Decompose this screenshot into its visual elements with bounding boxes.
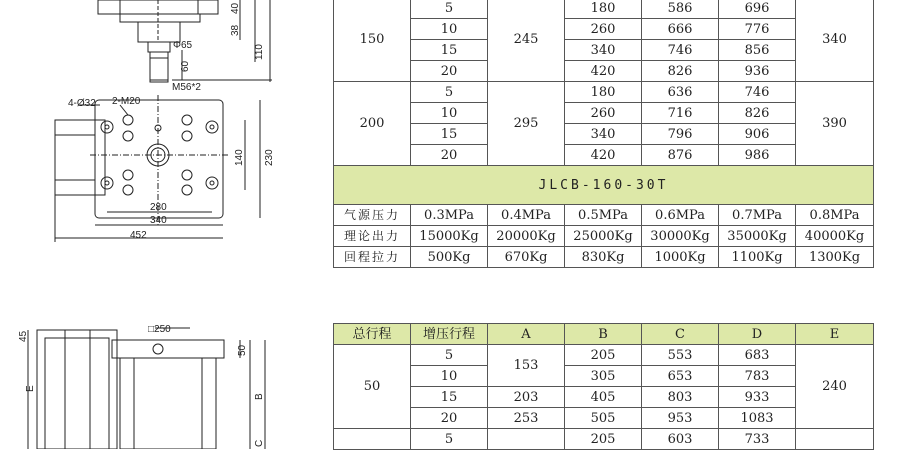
b-cell: 180 (565, 82, 642, 103)
table-row (334, 82, 874, 103)
force-value: 40000Kg (796, 226, 874, 247)
pressure-value: 0.8MPa (796, 205, 874, 226)
e-cell: 340 (796, 0, 874, 82)
c-cell: 586 (642, 0, 719, 19)
dim-38-label: 38 (230, 24, 241, 36)
boost-stroke-cell: 20 (411, 145, 488, 166)
b-cell: 205 (565, 345, 642, 366)
d-cell: 746 (719, 82, 796, 103)
force-label: 理论出力 (334, 226, 411, 247)
table-row (334, 366, 874, 387)
b-cell: 340 (565, 40, 642, 61)
c-cell: 826 (642, 61, 719, 82)
c-cell: 653 (642, 366, 719, 387)
c-cell: 603 (642, 429, 719, 450)
dim-60-label: 60 (180, 60, 191, 72)
total-stroke-cell: 200 (334, 82, 411, 166)
boost-stroke-cell: 5 (411, 429, 488, 450)
return-value: 830Kg (565, 247, 642, 268)
boost-stroke-cell: 5 (411, 82, 488, 103)
boost-stroke-cell: 10 (411, 19, 488, 40)
a-cell (488, 429, 565, 450)
model-banner: JLCB-160-30T (334, 166, 874, 205)
top-cylinder-drawing (0, 0, 300, 250)
c-cell: 796 (642, 124, 719, 145)
dim-230-label: 230 (264, 149, 275, 166)
return-row (334, 247, 874, 268)
b-cell: 505 (565, 408, 642, 429)
b-cell: 260 (565, 19, 642, 40)
boost-stroke-cell: 20 (411, 61, 488, 82)
d-cell: 776 (719, 19, 796, 40)
return-value: 500Kg (411, 247, 488, 268)
d-cell: 733 (719, 429, 796, 450)
b-cell: 260 (565, 103, 642, 124)
model-banner-row (334, 166, 874, 205)
table-row (334, 408, 874, 429)
table-row (334, 103, 874, 124)
boost-stroke-cell: 15 (411, 124, 488, 145)
header-row (334, 324, 874, 345)
holes-2-label: 2-M20 (112, 96, 141, 107)
a-cell: 253 (488, 408, 565, 429)
header-a: A (488, 324, 565, 345)
return-value: 670Kg (488, 247, 565, 268)
table-row (334, 40, 874, 61)
force-value: 35000Kg (719, 226, 796, 247)
b-cell: 405 (565, 387, 642, 408)
d-cell: 856 (719, 40, 796, 61)
table-row (334, 345, 874, 366)
b-cell: 180 (565, 0, 642, 19)
boost-stroke-cell: 10 (411, 103, 488, 124)
a-cell: 203 (488, 387, 565, 408)
d-cell: 826 (719, 103, 796, 124)
dim-140-label: 140 (234, 149, 245, 166)
table-row (334, 145, 874, 166)
boost-stroke-cell: 15 (411, 40, 488, 61)
spec-table-bottom (333, 323, 874, 450)
return-value: 1300Kg (796, 247, 874, 268)
c-cell: 746 (642, 40, 719, 61)
header-b: B (565, 324, 642, 345)
force-value: 20000Kg (488, 226, 565, 247)
boost-stroke-cell: 5 (411, 0, 488, 19)
a-cell: 295 (488, 82, 565, 166)
bottom-cylinder-drawing (0, 320, 300, 449)
dim-452-label: 452 (130, 230, 147, 241)
table-row (334, 19, 874, 40)
b-cell: 205 (565, 429, 642, 450)
c-cell: 553 (642, 345, 719, 366)
c-cell: 636 (642, 82, 719, 103)
total-stroke-cell: 50 (334, 345, 411, 429)
a-cell: 245 (488, 0, 565, 82)
boost-stroke-cell: 20 (411, 408, 488, 429)
force-value: 30000Kg (642, 226, 719, 247)
phi65-label: Φ65 (173, 40, 193, 51)
header-boost-stroke: 增压行程 (411, 324, 488, 345)
c-cell: 716 (642, 103, 719, 124)
e-cell: 390 (796, 82, 874, 166)
e-cell: 240 (796, 345, 874, 429)
pressure-value: 0.5MPa (565, 205, 642, 226)
d-cell: 933 (719, 387, 796, 408)
d-cell: 696 (719, 0, 796, 19)
table-row (334, 387, 874, 408)
header-total-stroke: 总行程 (334, 324, 411, 345)
pressure-row (334, 205, 874, 226)
force-value: 25000Kg (565, 226, 642, 247)
b-cell: 420 (565, 61, 642, 82)
spec-table-top (333, 0, 874, 268)
d-cell: 1083 (719, 408, 796, 429)
dim-b-label: B (254, 393, 265, 400)
dim-110-label: 110 (254, 44, 265, 60)
force-value: 15000Kg (411, 226, 488, 247)
dim-e-label: E (25, 385, 36, 392)
c-cell: 803 (642, 387, 719, 408)
dim-45-label: 45 (18, 330, 29, 342)
e-cell (796, 429, 874, 450)
dim-c-label: C (254, 439, 265, 447)
pressure-value: 0.3MPa (411, 205, 488, 226)
dim-40-label: 40 (230, 2, 241, 14)
dim-50-label: 50 (237, 344, 248, 356)
force-row (334, 226, 874, 247)
return-label: 回程拉力 (334, 247, 411, 268)
pressure-label: 气源压力 (334, 205, 411, 226)
b-cell: 340 (565, 124, 642, 145)
header-d: D (719, 324, 796, 345)
d-cell: 986 (719, 145, 796, 166)
pressure-value: 0.6MPa (642, 205, 719, 226)
c-cell: 953 (642, 408, 719, 429)
return-value: 1100Kg (719, 247, 796, 268)
b-cell: 305 (565, 366, 642, 387)
c-cell: 876 (642, 145, 719, 166)
sq250-label: □250 (148, 324, 171, 335)
d-cell: 783 (719, 366, 796, 387)
dim-340-label: 340 (150, 215, 167, 226)
boost-stroke-cell: 15 (411, 387, 488, 408)
d-cell: 906 (719, 124, 796, 145)
d-cell: 683 (719, 345, 796, 366)
c-cell: 666 (642, 19, 719, 40)
boost-stroke-cell: 5 (411, 345, 488, 366)
d-cell: 936 (719, 61, 796, 82)
a-cell: 153 (488, 345, 565, 387)
m56-label: M56*2 (172, 82, 201, 93)
return-value: 1000Kg (642, 247, 719, 268)
header-e: E (796, 324, 874, 345)
pressure-value: 0.7MPa (719, 205, 796, 226)
dim-280-label: 280 (150, 202, 167, 213)
table-row (334, 124, 874, 145)
table-row (334, 61, 874, 82)
pressure-value: 0.4MPa (488, 205, 565, 226)
table-row (334, 0, 874, 19)
total-stroke-cell: 150 (334, 0, 411, 82)
table-row (334, 429, 874, 450)
total-stroke-cell (334, 429, 411, 450)
b-cell: 420 (565, 145, 642, 166)
header-c: C (642, 324, 719, 345)
holes-4-label: 4-Ø32 (68, 98, 96, 109)
boost-stroke-cell: 10 (411, 366, 488, 387)
